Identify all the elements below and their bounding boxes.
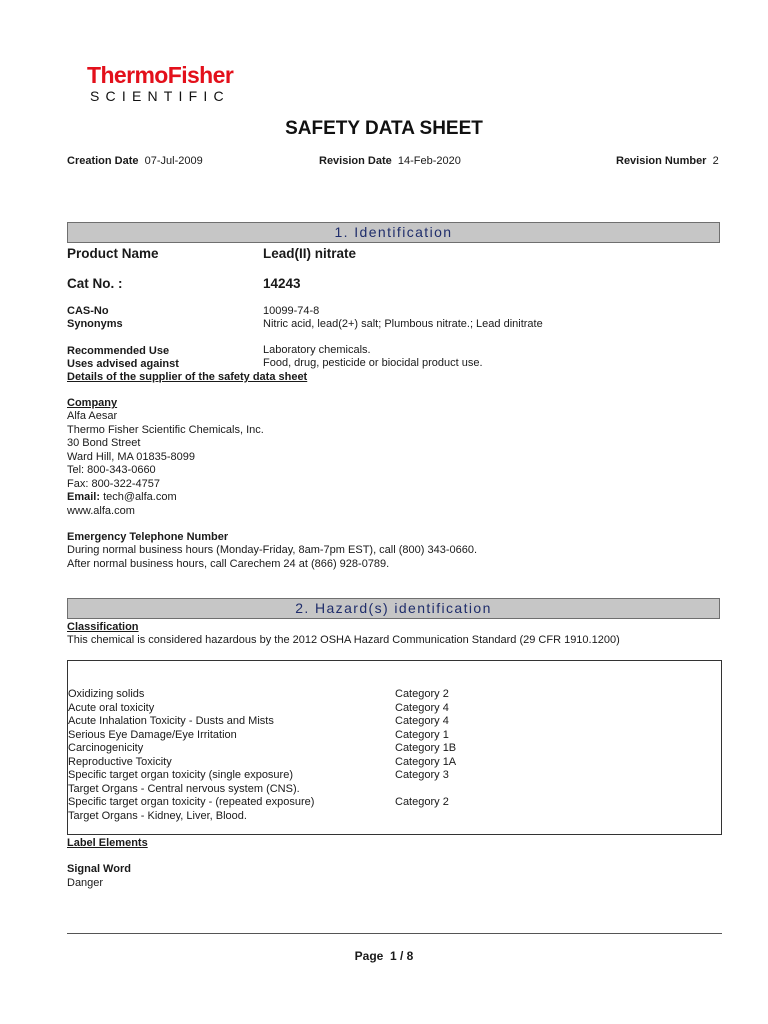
emergency-phone-text	[67, 544, 477, 571]
cas-no-label: CAS-No	[67, 305, 109, 317]
company-address	[67, 410, 264, 518]
label-elements-heading: Label Elements	[67, 837, 148, 849]
revision-number	[616, 155, 719, 167]
section-2-heading: 2. Hazard(s) identification	[67, 598, 720, 619]
hazard-category: Category 4	[395, 715, 449, 727]
hazard-name: Reproductive Toxicity	[68, 755, 172, 768]
product-name-label: Product Name	[67, 246, 159, 261]
recommended-use-label: Recommended Use	[67, 345, 170, 357]
page-value: 1 / 8	[390, 949, 414, 963]
hazard-category: Category 3	[395, 769, 449, 781]
hazard-name: Oxidizing solids	[68, 688, 145, 700]
company-website: www.alfa.com	[67, 504, 135, 517]
company-line: Tel: 800-343-0660	[67, 464, 156, 476]
classification-heading: Classification	[67, 621, 139, 633]
creation-date-label: Creation Date	[67, 155, 139, 167]
company-line: Thermo Fisher Scientific Chemicals, Inc.	[67, 423, 264, 436]
creation-date-value: 07-Jul-2009	[144, 155, 203, 167]
document-title: SAFETY DATA SHEET	[285, 118, 483, 139]
revision-number-label: Revision Number	[616, 155, 707, 167]
classification-text: This chemical is considered hazardous by the 2012 OSHA Hazard Communication Standard (29 CFR 1910.1200)	[67, 634, 620, 646]
hazard-name: Target Organs - Kidney, Liver, Blood.	[68, 809, 247, 822]
hazard-category: Category 1	[395, 728, 449, 741]
page-number	[0, 949, 768, 963]
revision-date-value: 14-Feb-2020	[397, 155, 461, 167]
hazard-name: Acute Inhalation Toxicity - Dusts and Mists	[68, 715, 274, 727]
hazard-name: Target Organs - Central nervous system (CNS).	[68, 782, 300, 795]
cat-no-label: Cat No. :	[67, 276, 123, 291]
company-line: 30 Bond Street	[67, 437, 141, 449]
revision-date-label: Revision Date	[319, 155, 392, 167]
synonyms-label: Synonyms	[67, 318, 123, 330]
synonyms-value: Nitric acid, lead(2+) salt; Plumbous nitrate.; Lead dinitrate	[263, 318, 543, 330]
hazard-category: Category 1B	[395, 742, 457, 754]
uses-advised-against-value: Food, drug, pesticide or biocidal product use.	[263, 357, 483, 369]
product-name-value: Lead(II) nitrate	[263, 246, 357, 261]
revision-number-value: 2	[712, 155, 719, 167]
company-line: Alfa Aesar	[67, 410, 118, 422]
company-heading: Company	[67, 397, 118, 409]
hazard-category: Category 2	[395, 796, 449, 808]
hazard-classification-table	[67, 660, 722, 835]
supplier-details-heading: Details of the supplier of the safety data sheet	[67, 371, 308, 383]
footer-divider	[67, 933, 722, 934]
thermofisher-logo-wordmark: ThermoFisher	[87, 62, 234, 88]
page-label: Page	[354, 949, 384, 963]
hazard-name: Specific target organ toxicity (single exposure)	[68, 769, 293, 781]
hazard-name: Specific target organ toxicity - (repeated exposure)	[68, 796, 315, 808]
email-value: tech@alfa.com	[103, 491, 177, 503]
hazard-name: Serious Eye Damage/Eye Irritation	[68, 728, 237, 741]
company-line: Fax: 800-322-4757	[67, 477, 160, 490]
hazard-category: Category 1A	[395, 755, 457, 768]
signal-word-label: Signal Word	[67, 863, 131, 875]
recommended-use-value: Laboratory chemicals.	[263, 344, 371, 356]
cat-no-value: 14243	[263, 276, 301, 291]
company-line: Ward Hill, MA 01835-8099	[67, 450, 195, 463]
scientific-logo-text: SCIENTIFIC	[90, 88, 230, 104]
hazard-name: Carcinogenicity	[68, 742, 144, 754]
email-label: Email:	[67, 491, 101, 503]
hazard-name: Acute oral toxicity	[68, 701, 155, 714]
hazard-category: Category 2	[395, 688, 449, 700]
revision-date	[319, 155, 461, 167]
creation-date	[67, 155, 203, 167]
signal-word-value: Danger	[67, 877, 104, 889]
company-email	[67, 491, 264, 505]
section-1-heading: 1. Identification	[67, 222, 720, 243]
hazard-category: Category 4	[395, 701, 449, 714]
emergency-line: After normal business hours, call Carechem 24 at (866) 928-0789.	[67, 557, 390, 570]
cas-no-value: 10099-74-8	[263, 305, 320, 317]
emergency-phone-heading: Emergency Telephone Number	[67, 531, 229, 543]
emergency-line: During normal business hours (Monday-Friday, 8am-7pm EST), call (800) 343-0660.	[67, 544, 478, 556]
uses-advised-against-label: Uses advised against	[67, 358, 179, 370]
